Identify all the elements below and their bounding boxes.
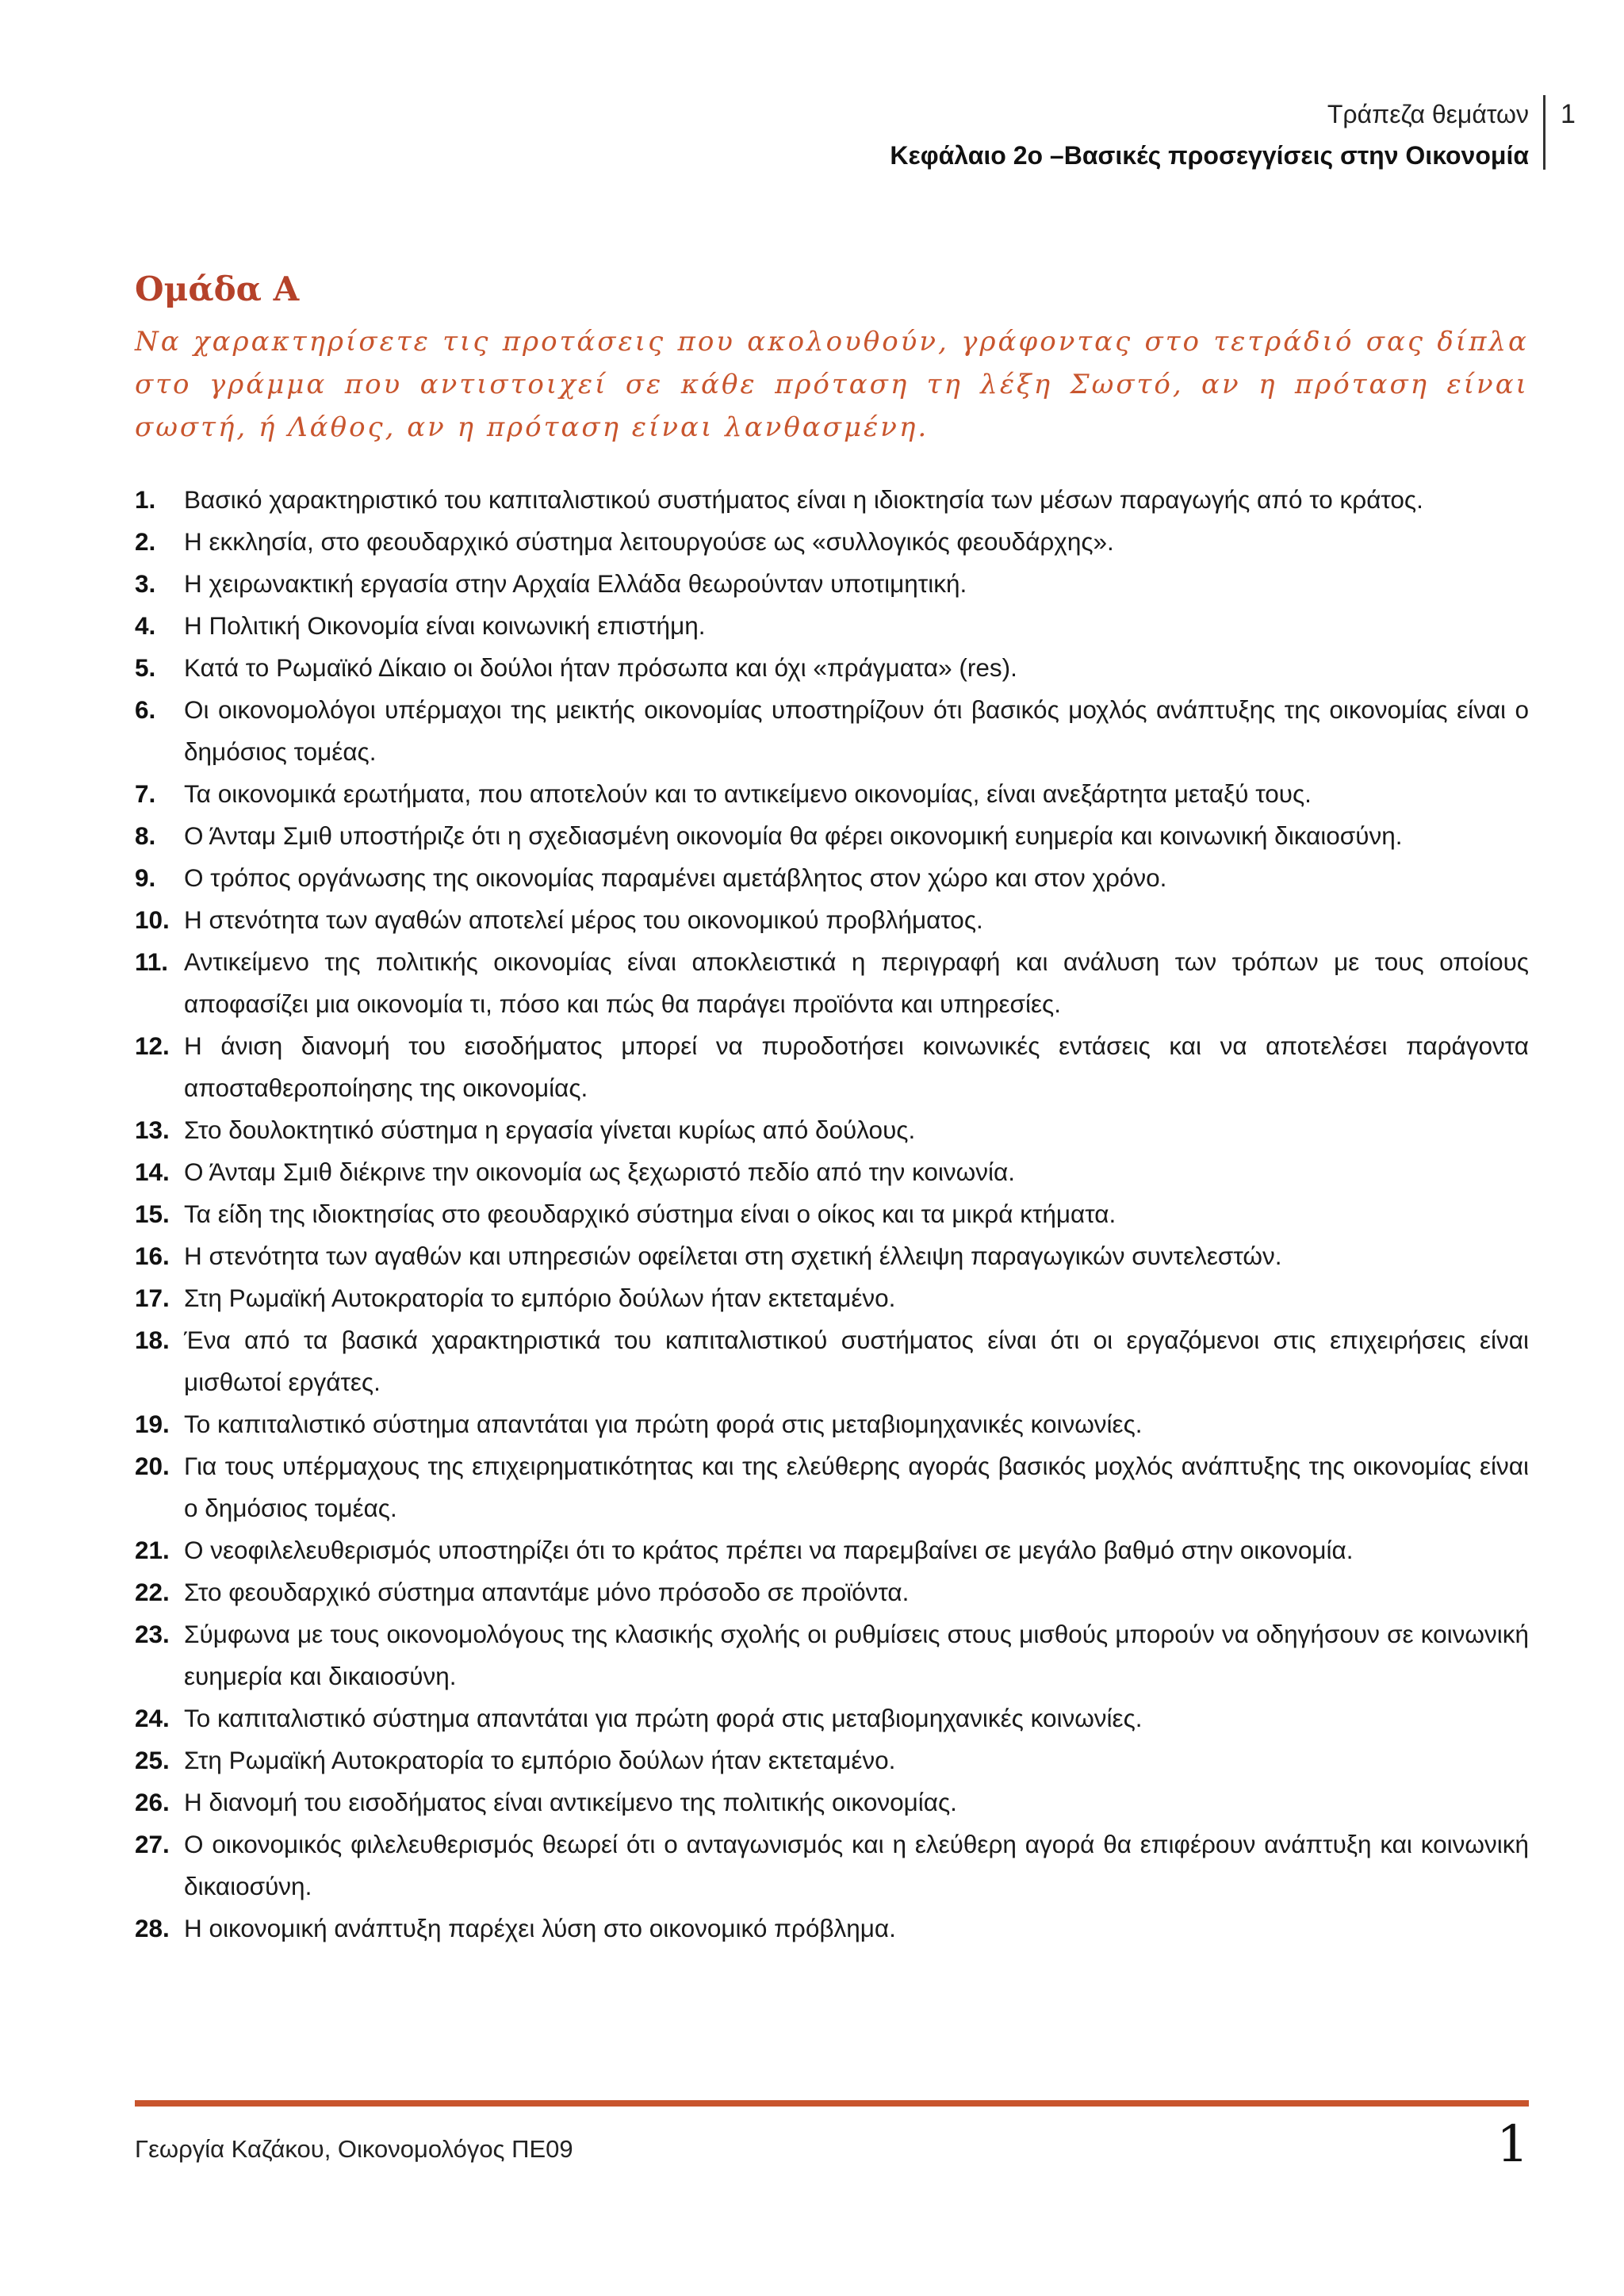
question-item [135,1025,1529,1109]
question-item [135,1529,1529,1571]
header-page-number: 1 [1561,99,1576,129]
question-number: 1. [135,485,156,514]
question-number: 18. [135,1326,170,1354]
question-text: Τα οικονομικά ερωτήματα, που αποτελούν και το αντικείμενο οικονομίας, είναι ανεξάρτητα μεταξύ τους. [184,779,1312,808]
question-number: 14. [135,1158,170,1186]
question-number: 22. [135,1578,170,1606]
question-text: Η διανομή του εισοδήματος είναι αντικείμενο της πολιτικής οικονομίας. [184,1788,957,1816]
question-text: Στο φεουδαρχικό σύστημα απαντάμε μόνο πρόσοδο σε προϊόντα. [184,1578,910,1606]
question-item [135,815,1529,857]
footer-divider [135,2100,1529,2107]
header-series: Τράπεζα θεμάτων [1327,100,1529,128]
footer-page-number: 1 [1496,2115,1529,2174]
question-number: 4. [135,611,156,640]
question-item [135,899,1529,941]
footer-author: Γεωργία Καζάκου, Οικονομολόγος ΠΕ09 [135,2135,573,2163]
question-item [135,941,1529,1025]
question-item [135,1697,1529,1739]
question-text: Στη Ρωμαϊκή Αυτοκρατορία το εμπόριο δούλων ήταν εκτεταμένο. [184,1746,896,1774]
question-number: 13. [135,1115,170,1144]
question-item [135,857,1529,899]
question-number: 6. [135,695,156,724]
question-number: 21. [135,1536,170,1564]
question-text: Για τους υπέρμαχους της επιχειρηματικότητας και της ελεύθερης αγοράς βασικός μοχλός ανάπτυξης της οικονομίας είναι ο δημόσιος τομέας. [184,1452,1529,1522]
question-item [135,1445,1529,1529]
question-item [135,479,1529,521]
question-number: 2. [135,527,156,556]
question-item [135,1319,1529,1403]
question-text: Ο οικονομικός φιλελευθερισμός θεωρεί ότι ο ανταγωνισμός και η ελεύθερη αγορά θα επιφέρουν ανάπτυξη και κοινωνική δικαιοσύνη. [184,1830,1529,1900]
question-item [135,773,1529,815]
question-number: 9. [135,863,156,892]
question-text: Τα είδη της ιδιοκτησίας στο φεουδαρχικό σύστημα είναι ο οίκος και τα μικρά κτήματα. [184,1200,1116,1228]
page-header [890,94,1529,176]
question-number: 12. [135,1031,170,1060]
question-item [135,1193,1529,1235]
question-number: 25. [135,1746,170,1774]
question-text: Η οικονομική ανάπτυξη παρέχει λύση στο οικονομικό πρόβλημα. [184,1914,896,1942]
question-text: Σύμφωνα με τους οικονομολόγους της κλασικής σχολής οι ρυθμίσεις στους μισθούς μπορούν να οδηγήσουν σε κοινωνική ευημερία και δικαιοσύνη. [184,1620,1529,1690]
question-text: Η στενότητα των αγαθών και υπηρεσιών οφείλεται στη σχετική έλλειψη παραγωγικών συντελεστών. [184,1242,1282,1270]
question-number: 20. [135,1452,170,1480]
question-number: 24. [135,1704,170,1732]
question-text: Αντικείμενο της πολιτικής οικονομίας είναι αποκλειστικά η περιγραφή και ανάλυση των τρόπων με τους οποίους αποφασίζει μια οικονομία τι, πόσο και πώς θα παράγει προϊόντα και υπηρεσίες. [184,947,1529,1018]
question-item [135,563,1529,605]
question-item [135,689,1529,773]
question-item [135,1739,1529,1781]
question-text: Ο τρόπος οργάνωσης της οικονομίας παραμένει αμετάβλητος στον χώρο και στον χρόνο. [184,863,1167,892]
question-text: Στο δουλοκτητικό σύστημα η εργασία γίνεται κυρίως από δούλους. [184,1115,916,1144]
question-item [135,1109,1529,1151]
question-text: Οι οικονομολόγοι υπέρμαχοι της μεικτής οικονομίας υποστηρίζουν ότι βασικός μοχλός ανάπτυξης της οικονομίας είναι ο δημόσιος τομέας. [184,695,1529,766]
question-number: 17. [135,1284,170,1312]
question-text: Στη Ρωμαϊκή Αυτοκρατορία το εμπόριο δούλων ήταν εκτεταμένο. [184,1284,896,1312]
question-item [135,1403,1529,1445]
question-item [135,647,1529,689]
question-number: 27. [135,1830,170,1858]
question-number: 16. [135,1242,170,1270]
question-number: 11. [135,947,169,976]
question-text: Το καπιταλιστικό σύστημα απαντάται για πρώτη φορά στις μεταβιομηχανικές κοινωνίες. [184,1704,1143,1732]
question-item [135,1781,1529,1823]
section-title: Ομάδα Α [135,270,300,308]
question-number: 28. [135,1914,170,1942]
question-text: Βασικό χαρακτηριστικό του καπιταλιστικού συστήματος είναι η ιδιοκτησία των μέσων παραγωγής από το κράτος. [184,485,1423,514]
question-number: 3. [135,569,156,598]
question-text: Η στενότητα των αγαθών αποτελεί μέρος του οικονομικού προβλήματος. [184,905,983,934]
question-item [135,521,1529,563]
section-instructions: Να χαρακτηρίσετε τις προτάσεις που ακολουθούν, γράφοντας στο τετράδιό σας δίπλα στο γράμμα που αντιστοιχεί σε κάθε πρόταση τη λέξη Σωστό, αν η πρόταση είναι σωστή, ή Λάθος, αν η πρόταση είναι λανθασμένη. [135,326,1529,443]
question-item [135,1613,1529,1697]
question-text: Ο Άνταμ Σμιθ υποστήριζε ότι η σχεδιασμένη οικονομία θα φέρει οικονομική ευημερία και κοινωνική δικαιοσύνη. [184,821,1403,850]
question-number: 26. [135,1788,170,1816]
question-text: Η χειρωνακτική εργασία στην Αρχαία Ελλάδα θεωρούνταν υποτιμητική. [184,569,967,598]
header-divider [1543,95,1545,170]
question-item [135,1235,1529,1277]
question-text: Ένα από τα βασικά χαρακτηριστικά του καπιταλιστικού συστήματος είναι ότι οι εργαζόμενοι στις επιχειρήσεις είναι μισθωτοί εργάτες. [184,1326,1529,1396]
question-number: 23. [135,1620,170,1648]
question-text: Η Πολιτική Οικονομία είναι κοινωνική επιστήμη. [184,611,706,640]
question-item [135,1908,1529,1950]
question-text: Ο Άνταμ Σμιθ διέκρινε την οικονομία ως ξεχωριστό πεδίο από την κοινωνία. [184,1158,1015,1186]
question-number: 15. [135,1200,170,1228]
question-item [135,1823,1529,1908]
question-text: Κατά το Ρωμαϊκό Δίκαιο οι δούλοι ήταν πρόσωπα και όχι «πράγματα» (res). [184,653,1017,682]
question-number: 8. [135,821,156,850]
question-number: 7. [135,779,156,808]
question-number: 10. [135,905,170,934]
header-chapter: Κεφάλαιο 2ο –Βασικές προσεγγίσεις στην Οικονομία [890,141,1529,170]
question-text: Το καπιταλιστικό σύστημα απαντάται για πρώτη φορά στις μεταβιομηχανικές κοινωνίες. [184,1410,1143,1438]
question-item [135,1571,1529,1613]
question-item [135,1277,1529,1319]
question-number: 5. [135,653,156,682]
question-list [135,479,1529,1950]
question-text: Η εκκλησία, στο φεουδαρχικό σύστημα λειτουργούσε ως «συλλογικός φεουδάρχης». [184,527,1114,556]
question-item [135,605,1529,647]
question-text: Η άνιση διανομή του εισοδήματος μπορεί να πυροδοτήσει κοινωνικές εντάσεις και να αποτελέσει παράγοντα αποσταθεροποίησης της οικονομίας. [184,1031,1529,1102]
question-item [135,1151,1529,1193]
question-number: 19. [135,1410,170,1438]
question-text: Ο νεοφιλελευθερισμός υποστηρίζει ότι το κράτος πρέπει να παρεμβαίνει σε μεγάλο βαθμό στην οικονομία. [184,1536,1354,1564]
